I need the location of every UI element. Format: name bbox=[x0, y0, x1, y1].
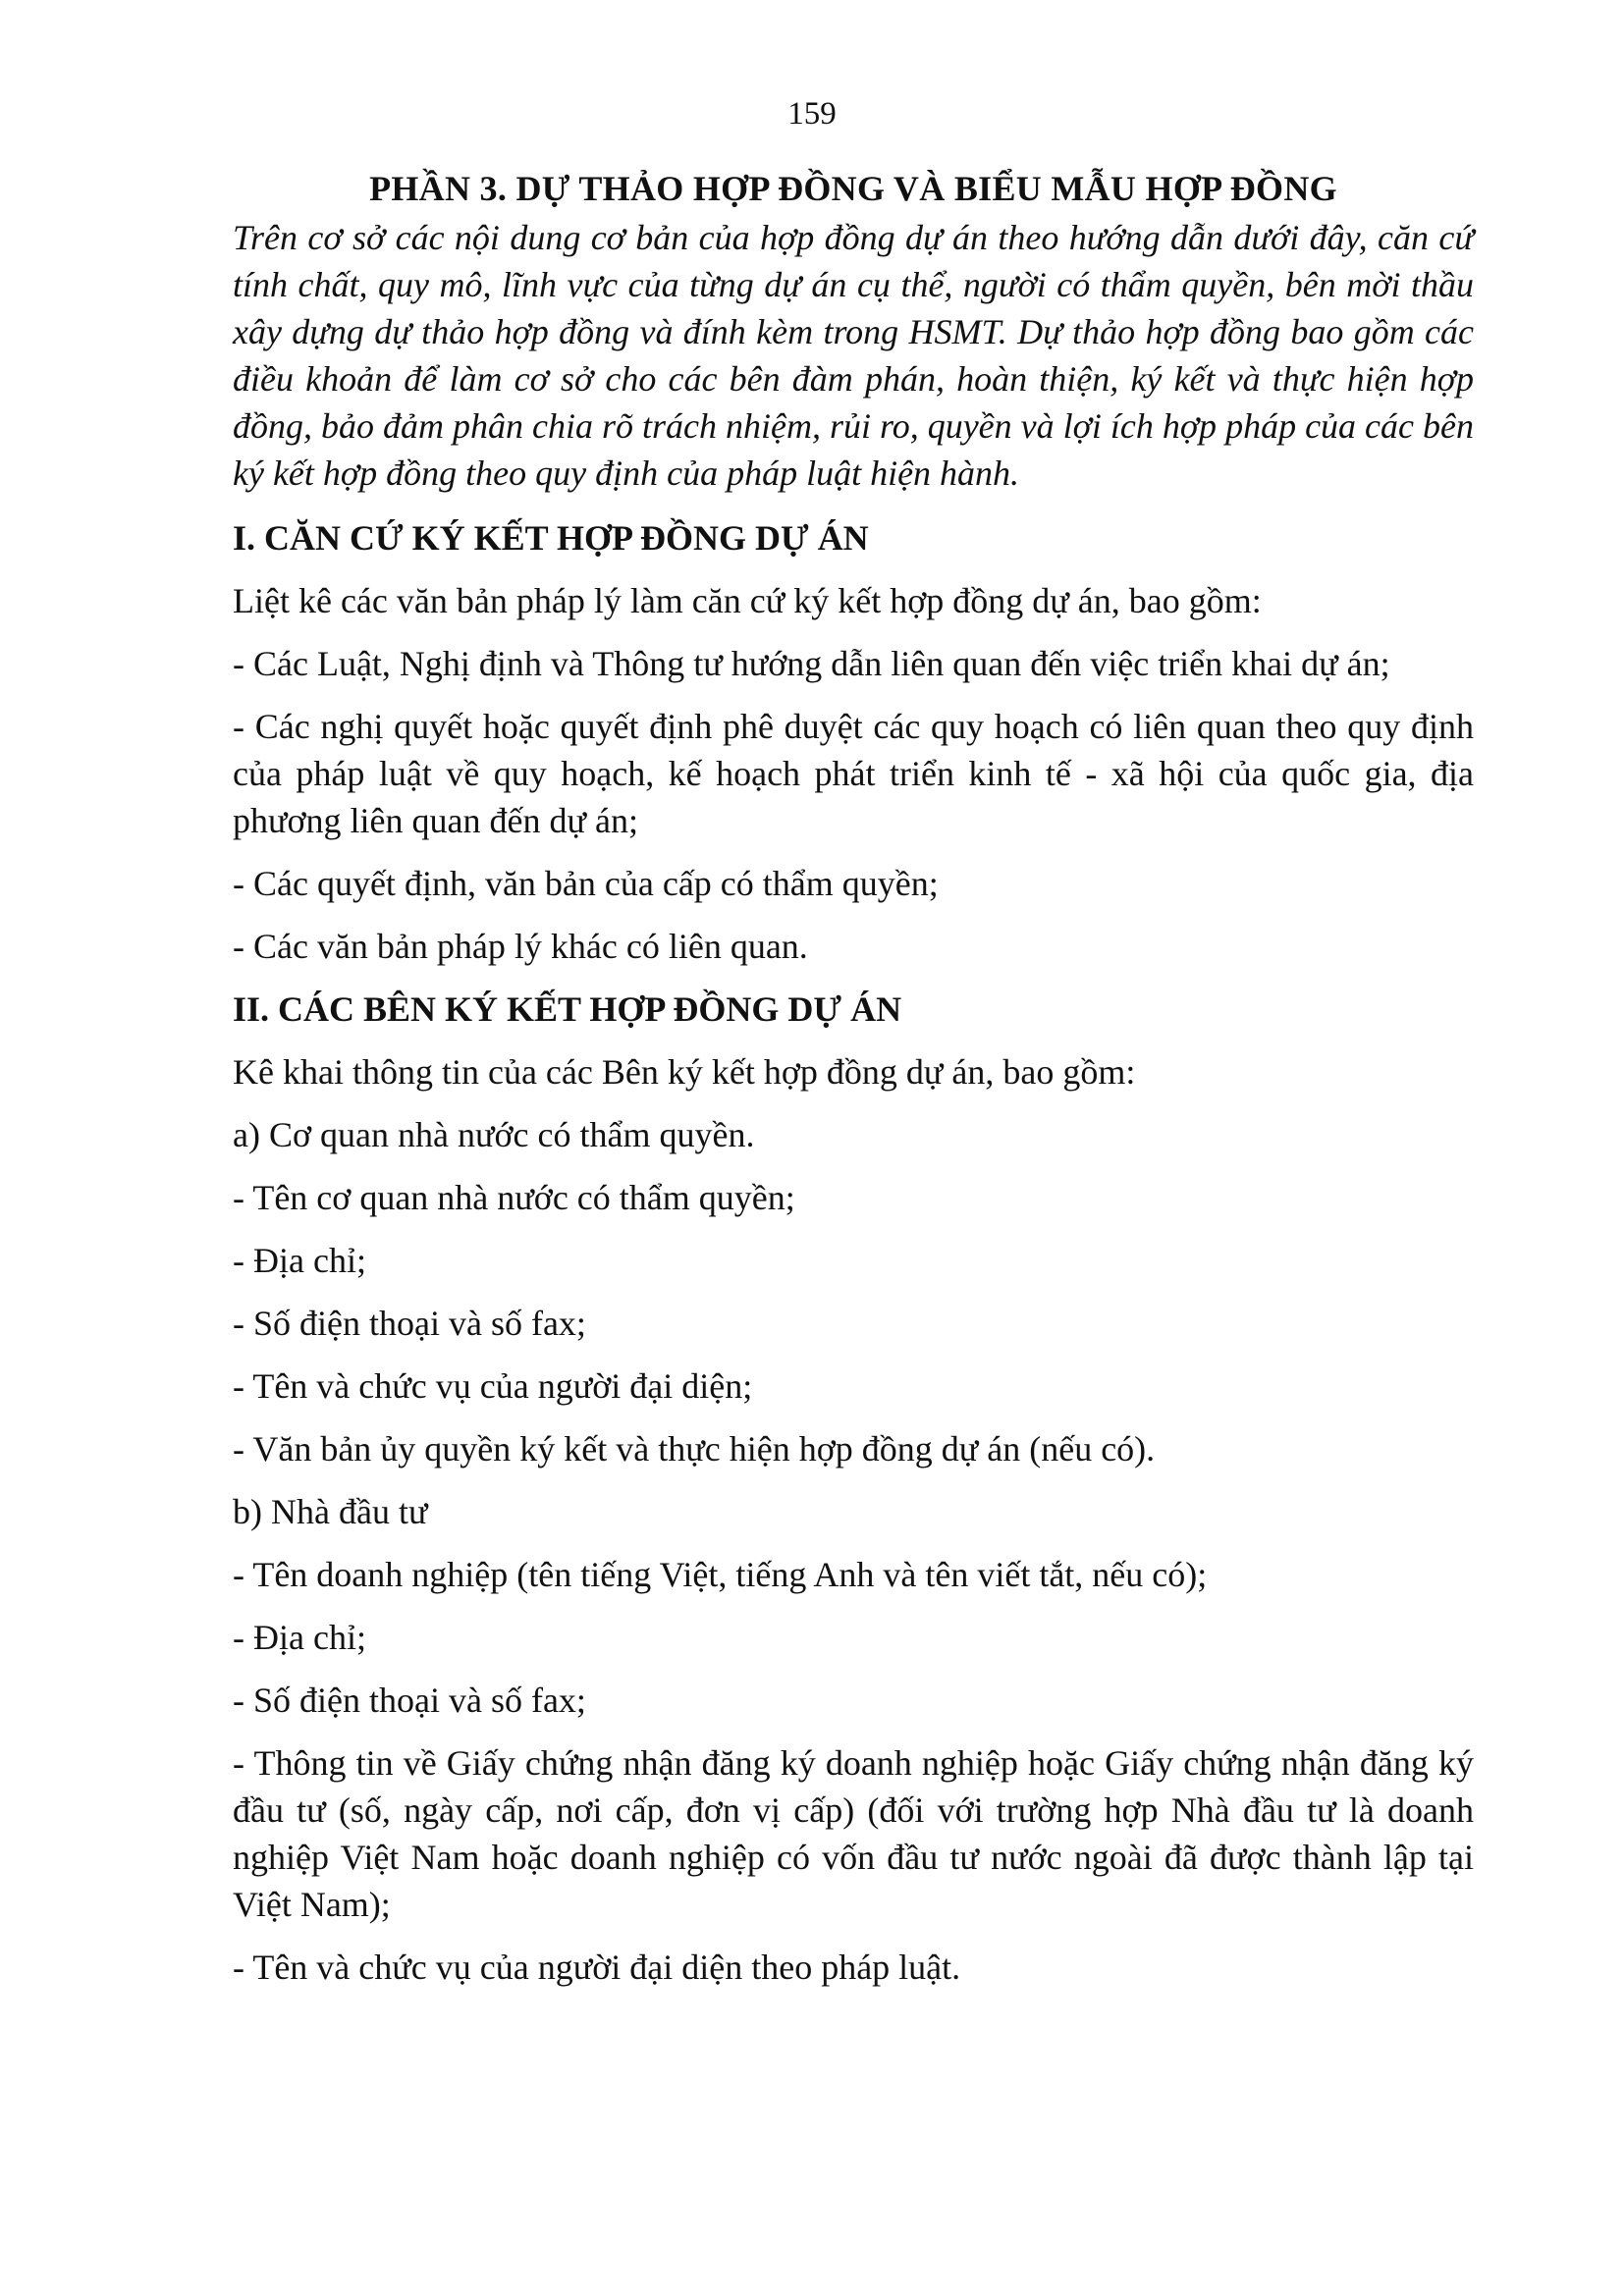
section-2-paragraph: - Tên và chức vụ của người đại diện theo pháp luật. bbox=[233, 1948, 961, 1987]
section-2-paragraph: - Tên doanh nghiệp (tên tiếng Việt, tiếng Anh và tên viết tắt, nếu có); bbox=[233, 1555, 1208, 1594]
section-1-paragraph: - Các văn bản pháp lý khác có liên quan. bbox=[233, 927, 808, 966]
section-2-paragraph: Kê khai thông tin của các Bên ký kết hợp đồng dự án, bao gồm: bbox=[233, 1052, 1136, 1092]
section-2-paragraph: - Thông tin về Giấy chứng nhận đăng ký doanh nghiệp hoặc Giấy chứng nhận đăng ký đầu tư (số, ngày cấp, nơi cấp, đơn vị cấp) (đối với trường hợp Nhà đầu tư là doanh nghiệp Việt Nam hoặc doanh nghiệp có vốn đầu tư nước ngoài đã được thành lập tại Việt Nam); bbox=[233, 1743, 1474, 1924]
section-2-paragraph: - Tên cơ quan nhà nước có thẩm quyền; bbox=[233, 1178, 795, 1217]
section-2-paragraph: - Văn bản ủy quyền ký kết và thực hiện hợp đồng dự án (nếu có). bbox=[233, 1429, 1156, 1468]
section-2-heading: II. CÁC BÊN KÝ KẾT HỢP ĐỒNG DỰ ÁN bbox=[233, 989, 902, 1029]
section-2-paragraph: b) Nhà đầu tư bbox=[233, 1492, 428, 1531]
section-1-paragraph: - Các Luật, Nghị định và Thông tư hướng dẫn liên quan đến việc triển khai dự án; bbox=[233, 644, 1390, 683]
section-2-paragraph: a) Cơ quan nhà nước có thẩm quyền. bbox=[233, 1115, 755, 1154]
part-title: PHẦN 3. DỰ THẢO HỢP ĐỒNG VÀ BIỂU MẪU HỢP ĐỒNG bbox=[369, 169, 1337, 208]
section-2-paragraph: - Tên và chức vụ của người đại diện; bbox=[233, 1366, 753, 1406]
section-2-paragraph: - Số điện thoại và số fax; bbox=[233, 1681, 586, 1720]
page-content bbox=[233, 165, 1474, 2006]
page-number: 159 bbox=[787, 96, 837, 132]
section-1-paragraph: - Các quyết định, văn bản của cấp có thẩm quyền; bbox=[233, 864, 939, 903]
intro-paragraph: Trên cơ sở các nội dung cơ bản của hợp đồng dự án theo hướng dẫn dưới đây, căn cứ tính chất, quy mô, lĩnh vực của từng dự án cụ thể, người có thẩm quyền, bên mời thầu xây dựng dự thảo hợp đồng và đính kèm trong HSMT. Dự thảo hợp đồng bao gồm các điều khoản để làm cơ sở cho các bên đàm phán, hoàn thiện, ký kết và thực hiện hợp đồng, bảo đảm phân chia rõ trách nhiệm, rủi ro, quyền và lợi ích hợp pháp của các bên ký kết hợp đồng theo quy định của pháp luật hiện hành. bbox=[233, 218, 1474, 493]
section-2-paragraph: - Số điện thoại và số fax; bbox=[233, 1304, 586, 1343]
section-1-paragraph: Liệt kê các văn bản pháp lý làm căn cứ ký kết hợp đồng dự án, bao gồm: bbox=[233, 581, 1262, 620]
section-1-paragraph: - Các nghị quyết hoặc quyết định phê duyệt các quy hoạch có liên quan theo quy định của pháp luật về quy hoạch, kế hoạch phát triển kinh tế - xã hội của quốc gia, địa phương liên quan đến dự án; bbox=[233, 707, 1474, 840]
section-1-heading: I. CĂN CỨ KÝ KẾT HỢP ĐỒNG DỰ ÁN bbox=[233, 518, 869, 558]
section-2-paragraph: - Địa chỉ; bbox=[233, 1241, 366, 1280]
section-2-paragraph: - Địa chỉ; bbox=[233, 1618, 366, 1657]
